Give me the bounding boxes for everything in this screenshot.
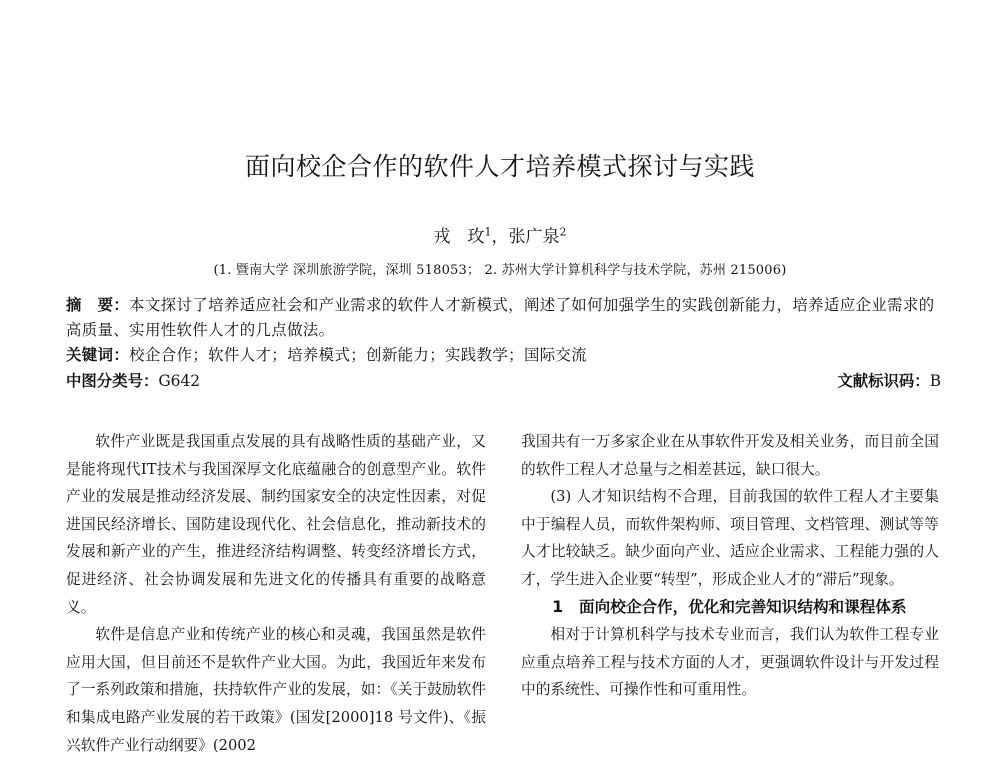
body-paragraph-3: 我国共有一万多家企业在从事软件开发及相关业务，而目前全国的软件工程人才总量与之相差甚远，缺口很大。 xyxy=(521,433,939,478)
body-paragraph-1: 软件产业既是我国重点发展的具有战略性质的基础产业，又是能将现代IT技术与我国深厚文化底蕴融合的创意型产业。软件产业的发展是推动经济发展、制约国家安全的决定性因素，对促进国民经济增长、国防建设现代化、社会信息化，推动新技术的发展和新产业的产生，推进经济结构调整、转变经济增长方式，促进经济、社会协调发展和先进文化的传播具有重要的战略意义。 xyxy=(66,433,486,616)
paper-title: 面向校企合作的软件人才培养模式探讨与实践 xyxy=(244,152,755,181)
body-paragraph-5: 相对于计算机科学与技术专业而言，我们认为软件工程专业应重点培养工程与技术方面的人才，更强调软件设计与开发过程中的系统性、可操作性和可重用性。 xyxy=(521,626,939,699)
section-number: 1 xyxy=(552,597,564,616)
author-name-1: 戎 玫 xyxy=(433,227,485,247)
doc-code-label: 文献标识码： xyxy=(837,372,930,390)
body-paragraph-2: 软件是信息产业和传统产业的核心和灵魂，我国虽然是软件应用大国，但目前还不是软件产业大国。为此，我国近年来发布了一系列政策和措施，扶持软件产业的发展，如：《关于鼓励软件和集成电路产业发展的若干政策》(国发[2000]18 号文件)、《振兴软件产业行动纲要》(2002 xyxy=(66,626,486,754)
clc-value: G642 xyxy=(158,372,201,390)
author-affil-marker-2: 2 xyxy=(559,225,567,239)
abstract-label: 摘 要： xyxy=(66,296,130,314)
keywords-label: 关键词： xyxy=(66,346,130,364)
abstract-block xyxy=(66,293,941,343)
body-column-right xyxy=(521,428,939,704)
author-name-2: 张广泉 xyxy=(508,227,560,247)
keywords-block xyxy=(66,343,941,368)
section-heading-1 xyxy=(521,594,939,622)
keywords-text: 校企合作；软件人才；培养模式；创新能力；实践教学；国际交流 xyxy=(129,346,588,364)
body-column-left xyxy=(66,428,486,759)
abstract-text: 本文探讨了培养适应社会和产业需求的软件人才新模式，阐述了如何加强学生的实践创新能力，培养适应企业需求的高质量、实用性软件人才的几点做法。 xyxy=(66,296,935,339)
section-title: 面向校企合作，优化和完善知识结构和课程体系 xyxy=(579,597,907,616)
clc-label: 中图分类号： xyxy=(66,372,159,390)
doc-code-value: B xyxy=(929,372,941,390)
author-affil-marker-1: 1 xyxy=(484,225,492,239)
body-paragraph-4: (3) 人才知识结构不合理，目前我国的软件工程人才主要集中于编程人员，而软件架构师、项目管理、文档管理、测试等等人才比较缺乏。缺少面向产业、适应企业需求、工程能力强的人才，学生进入企业要“转型”，形成企业人才的“滞后”现象。 xyxy=(521,488,939,588)
author-separator: ， xyxy=(491,227,509,247)
document-code xyxy=(837,369,941,394)
classification-line xyxy=(66,369,941,394)
affiliations: (1. 暨南大学 深圳旅游学院，深圳 518053； 2. 苏州大学计算机科学与技术学院，苏州 215006) xyxy=(213,263,787,278)
author-line xyxy=(0,222,1000,247)
